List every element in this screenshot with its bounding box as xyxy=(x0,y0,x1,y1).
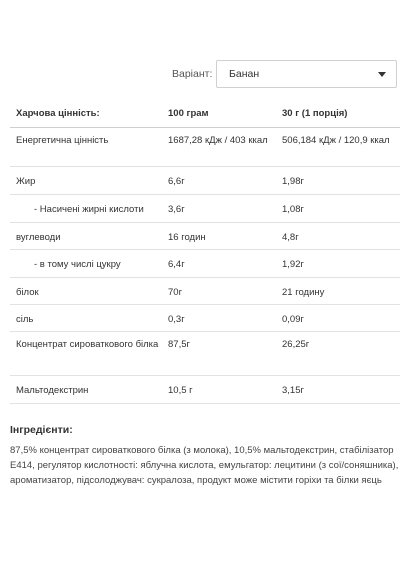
variant-selected-value: Банан xyxy=(229,68,260,80)
nutrition-table xyxy=(10,98,400,404)
value-per-serving: 21 годину xyxy=(282,287,325,298)
value-per-100g: 0,3г xyxy=(168,314,185,325)
value-per-100g: 6,6г xyxy=(168,176,185,187)
table-row xyxy=(10,167,400,195)
table-row xyxy=(10,278,400,305)
nutrient-name: Енергетична цінність xyxy=(16,135,109,146)
variant-label: Варіант: xyxy=(172,68,213,80)
header-per-100g: 100 грам xyxy=(168,108,209,119)
nutrient-name: Жир xyxy=(16,176,36,187)
value-per-serving: 26,25г xyxy=(282,339,310,350)
header-nutritional-value: Харчова цінність: xyxy=(16,108,100,119)
variant-select[interactable] xyxy=(216,60,397,88)
variant-row xyxy=(0,60,414,90)
nutrition-table-body xyxy=(10,128,400,404)
value-per-100g: 10,5 г xyxy=(168,385,193,396)
table-row xyxy=(10,305,400,332)
nutrient-name: Мальтодекстрин xyxy=(16,385,89,396)
ingredients-text: 87,5% концентрат сироваткового білка (з молока), 10,5% мальтодекстрин, стабілізатор E414, регулятор кислотності: яблучна кислота, емульгатор: лецитини (з сої/соняшника), ароматизатор, підсолоджувач: сукралоза, продукт може містити горіхи та білки яєць xyxy=(10,445,399,486)
nutrient-name: - Насичені жирні кислоти xyxy=(34,204,144,215)
value-per-100g: 16 годин xyxy=(168,232,206,243)
value-per-100g: 6,4г xyxy=(168,259,185,270)
table-row xyxy=(10,223,400,250)
nutrient-name: сіль xyxy=(16,314,34,325)
chevron-down-icon xyxy=(378,72,386,77)
table-row xyxy=(10,376,400,404)
value-per-100g: 3,6г xyxy=(168,204,185,215)
header-per-serving: 30 г (1 порція) xyxy=(282,108,348,119)
value-per-serving: 506,184 кДж / 120,9 ккал xyxy=(282,135,390,146)
table-row xyxy=(10,332,400,376)
value-per-serving: 1,08г xyxy=(282,204,304,215)
value-per-100g: 70г xyxy=(168,287,183,298)
table-row xyxy=(10,250,400,278)
value-per-serving: 1,92г xyxy=(282,259,304,270)
value-per-serving: 3,15г xyxy=(282,385,304,396)
ingredients-title: Інгредієнти: xyxy=(10,424,73,436)
value-per-100g: 1687,28 кДж / 403 ккал xyxy=(168,135,268,146)
nutrient-name: - в тому числі цукру xyxy=(34,259,121,270)
value-per-serving: 1,98г xyxy=(282,176,304,187)
table-row xyxy=(10,195,400,223)
nutrient-name: білок xyxy=(16,287,39,298)
table-row xyxy=(10,128,400,167)
value-per-serving: 0,09г xyxy=(282,314,304,325)
value-per-100g: 87,5г xyxy=(168,339,190,350)
nutrition-table-header xyxy=(10,98,400,128)
value-per-serving: 4,8г xyxy=(282,232,299,243)
nutrient-name: вуглеводи xyxy=(16,232,61,243)
nutrient-name: Концентрат сироваткового білка xyxy=(16,339,159,350)
